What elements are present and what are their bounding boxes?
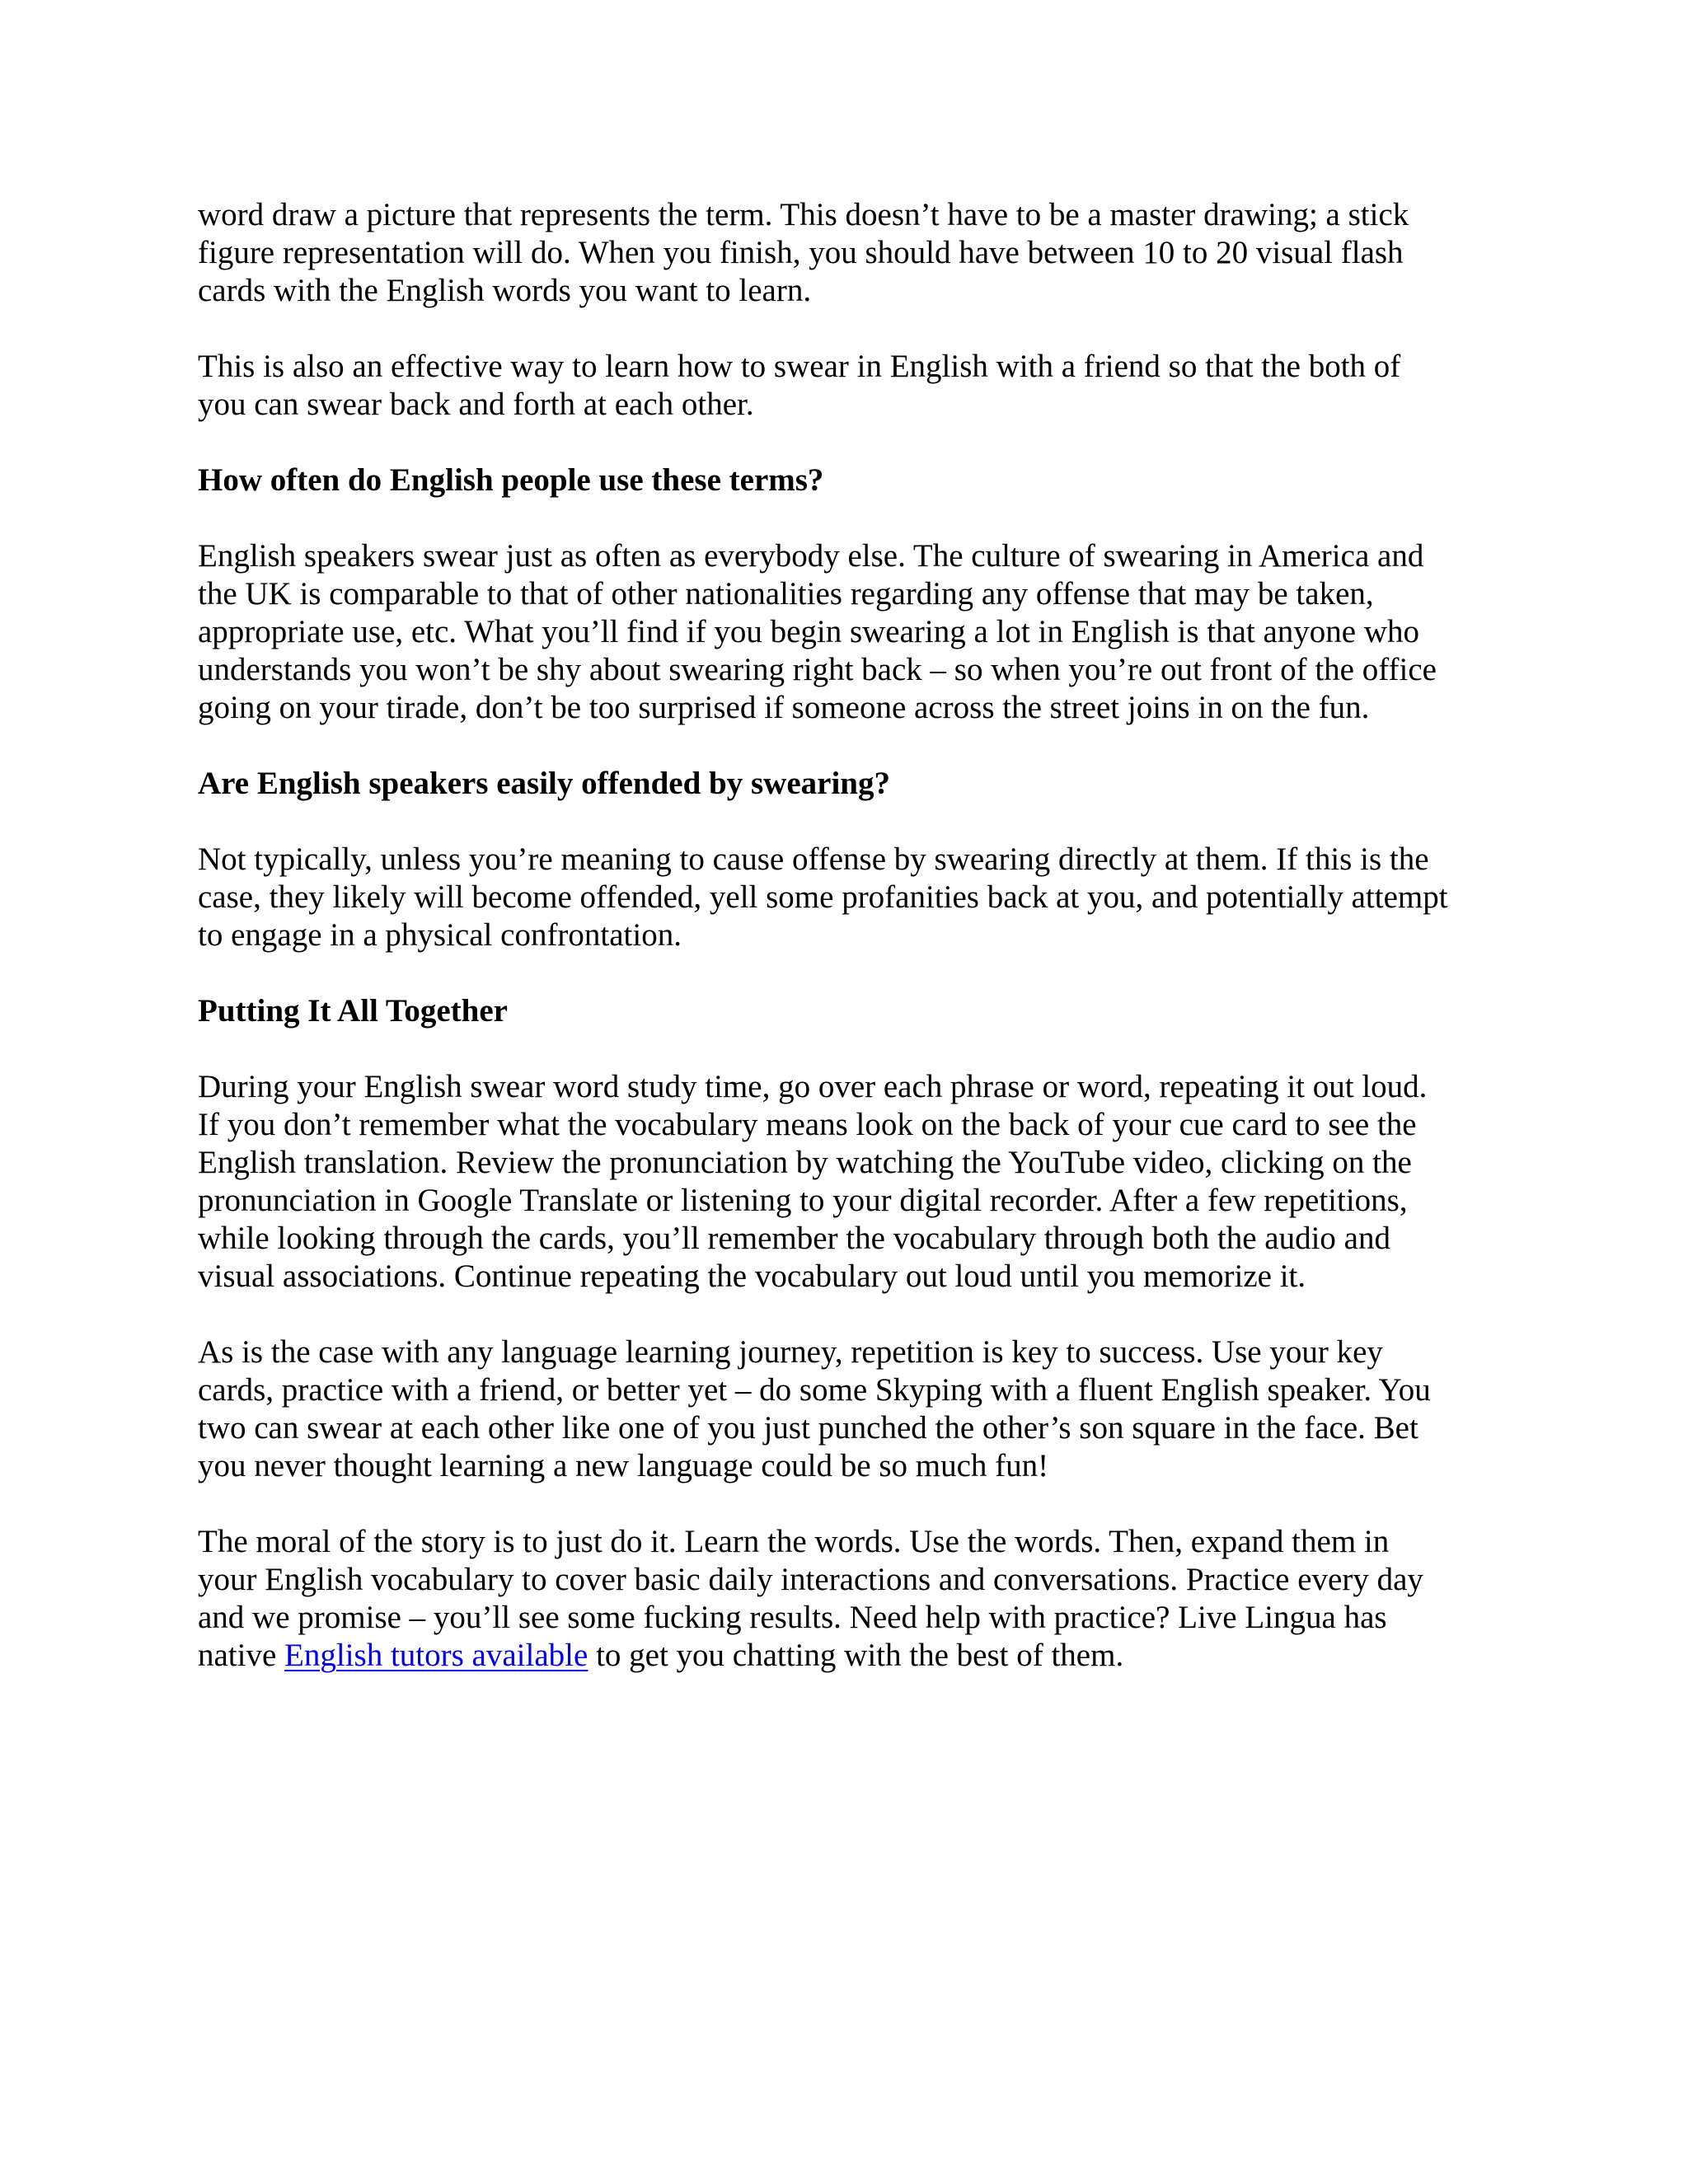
- document-page: [198, 196, 1517, 1713]
- paragraph-repetition: As is the case with any language learning journey, repetition is key to success. Use your key cards, practice with a friend, or better yet – do some Skyping with a fluent English speaker. You two can swear at each other like one of you just punched the other’s son square in the face. Bet you never thought learning a new language could be so much fun!: [198, 1334, 1431, 1483]
- paragraph-swear-with-friend: This is also an effective way to learn how to swear in English with a friend so that the both of you can swear back and forth at each other.: [198, 349, 1401, 422]
- paragraph-swearing-culture: English speakers swear just as often as everybody else. The culture of swearing in America and the UK is comparable to that of other nationalities regarding any offense that may be taken, appropriate use, etc. What you’ll find if you begin swearing a lot in English is that anyone who understands you won’t be shy about swearing right back – so when you’re out front of the office going on your tirade, don’t be too surprised if someone across the street joins in on the fun.: [198, 538, 1437, 725]
- heading-putting-it-together: Putting It All Together: [198, 993, 508, 1029]
- english-tutors-link[interactable]: English tutors available: [284, 1638, 588, 1673]
- heading-easily-offended: Are English speakers easily offended by swearing?: [198, 766, 890, 801]
- paragraph-moral-text: The moral of the story is to just do it. Learn the words. Use the words. Then, expand them in your English vocabulary to cover basic daily interactions and conversations. Practice every day and we promise – you’ll see some fucking results. Need help with practice? Live Lingua has native: [198, 1524, 1423, 1673]
- paragraph-moral: [198, 1523, 1517, 1675]
- paragraph-not-typically: Not typically, unless you’re meaning to cause offense by swearing directly at them. If this is the case, they likely will become offended, yell some profanities back at you, and potentially attempt to engage in a physical confrontation.: [198, 841, 1448, 953]
- paragraph-flash-cards: word draw a picture that represents the term. This doesn’t have to be a master drawing; a stick figure representation will do. When you finish, you should have between 10 to 20 visual flash cards with the English words you want to learn.: [198, 197, 1409, 308]
- paragraph-moral-end: to get you chatting with the best of them.: [588, 1638, 1124, 1673]
- heading-how-often: How often do English people use these terms?: [198, 462, 824, 498]
- paragraph-study-time: During your English swear word study time, go over each phrase or word, repeating it out loud. If you don’t remember what the vocabulary means look on the back of your cue card to see the English translation. Review the pronunciation by watching the YouTube video, clicking on the pronunciation in Google Translate or listening to your digital recorder. After a few repetitions, while looking through the cards, you’ll remember the vocabulary through both the audio and visual associations. Continue repeating the vocabulary out loud until you memorize it.: [198, 1069, 1428, 1294]
